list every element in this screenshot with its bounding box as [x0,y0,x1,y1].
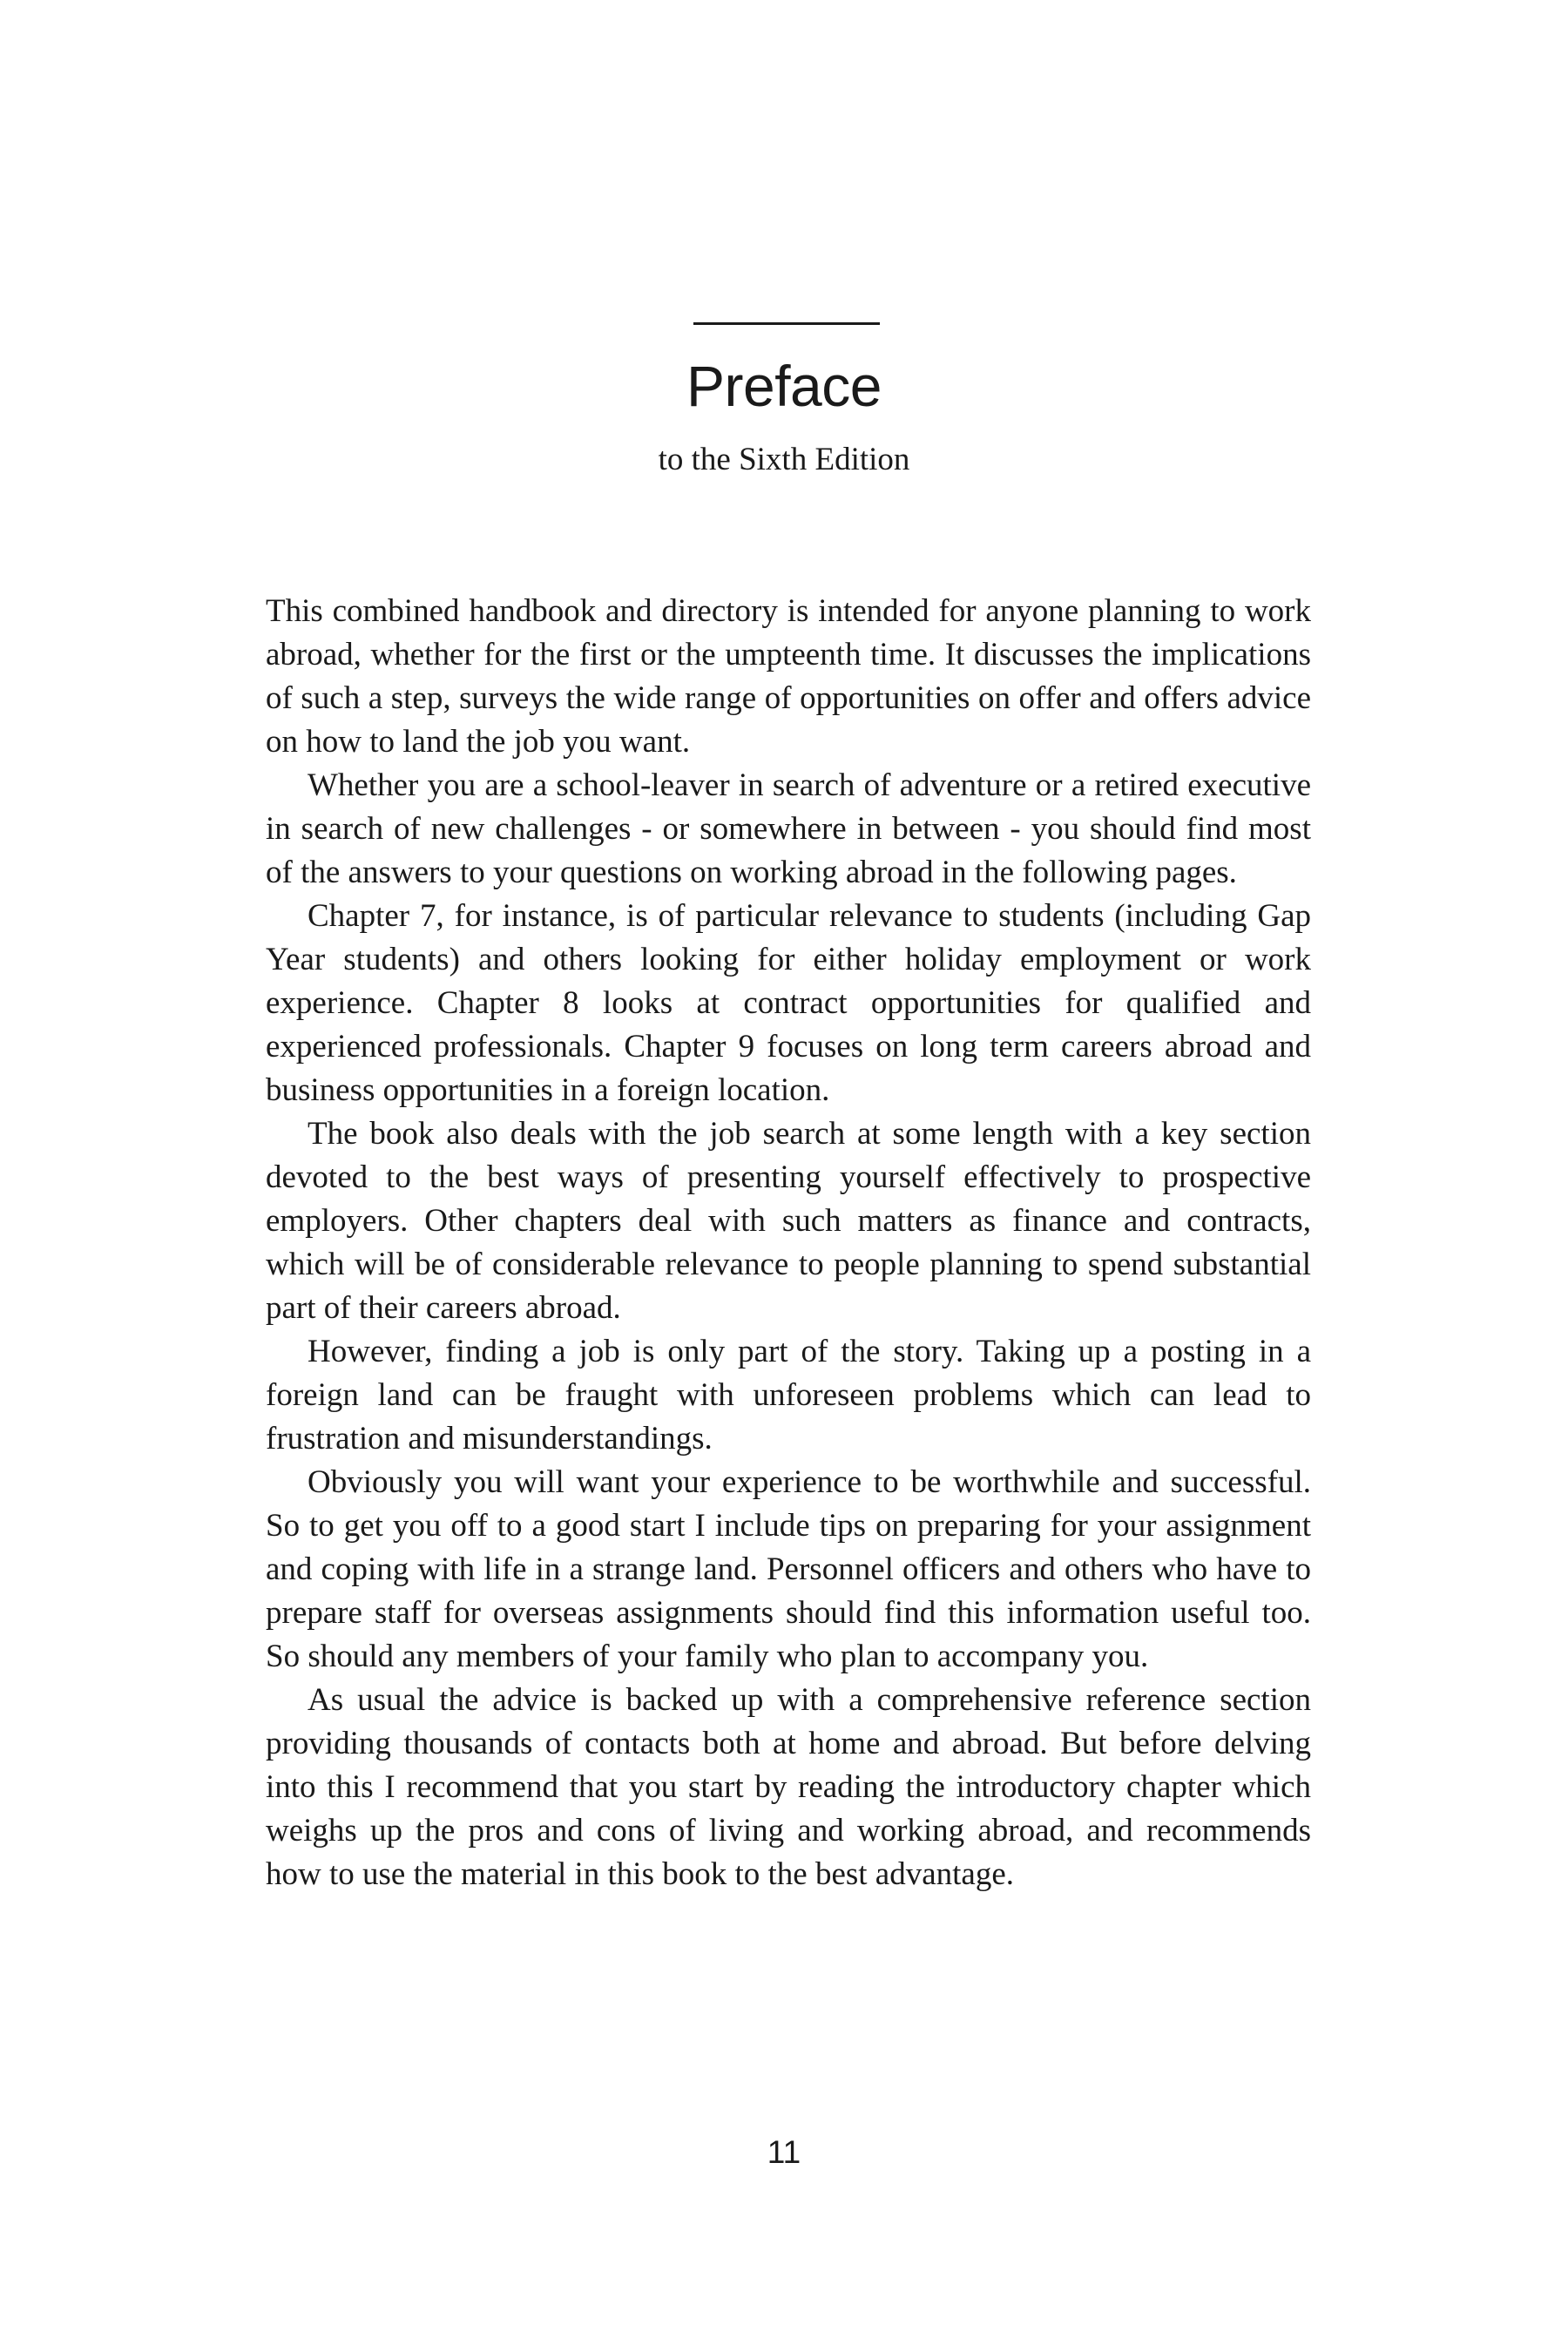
paragraph-2: Whether you are a school-leaver in search of adventure or a retired executive in search of new challenges - or somewhere in between - you should find most of the answers to your questions on working abroad in the following pages. [266,767,1311,890]
paragraph-1: This combined handbook and directory is intended for anyone planning to work abroad, whether for the first or the umpteenth time. It discusses the implications of such a step, surveys the wide range of opportunities on offer and offers advice on how to land the job you want. [266,593,1311,760]
page-title: Preface [686,354,882,418]
page-number: 11 [767,2134,801,2170]
paragraph-4: The book also deals with the job search at some length with a key section devoted to the best ways of presenting yourself effectively to prospective employers. Other chapters deal with such matters as finance and contracts, which will be of considerable relevance to people planning to spend substantial part of their careers abroad. [266,1116,1311,1326]
page-subtitle: to the Sixth Edition [658,442,910,477]
paragraph-7: As usual the advice is backed up with a comprehensive reference section providing thousands of contacts both at home and abroad. But before delving into this I recommend that you start by reading the introductory chapter which weighs up the pros and cons of living and working abroad, and recommends how to use the material in this book to the best advantage. [266,1682,1311,1892]
title-rule [693,322,880,325]
paragraph-3: Chapter 7, for instance, is of particular relevance to students (including Gap Year students) and others looking for either holiday employment or work experience. Chapter 8 looks at contract opportunities for qualified and experienced professionals. Chapter 9 focuses on long term careers abroad and business opportunities in a foreign location. [266,898,1311,1108]
paragraph-5: However, finding a job is only part of the story. Taking up a posting in a foreign land can be fraught with unforeseen problems which can lead to frustration and misunderstandings. [266,1334,1311,1456]
preface-body [266,590,1311,1896]
paragraph-6: Obviously you will want your experience to be worthwhile and successful. So to get you off to a good start I include tips on preparing for your assignment and coping with life in a strange land. Personnel officers and others who have to prepare staff for overseas assignments should find this information useful too. So should any members of your family who plan to accompany you. [266,1464,1311,1674]
